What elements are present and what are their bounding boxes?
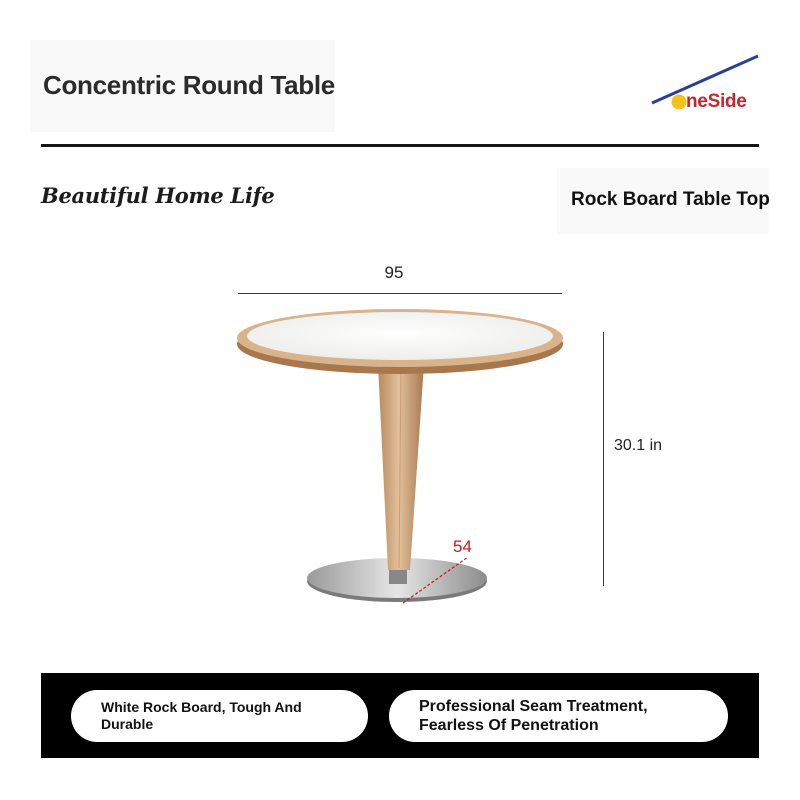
width-dimension-label: 95 [384, 263, 404, 282]
table-product-image [230, 300, 570, 620]
brand-name [686, 91, 747, 113]
header-divider [41, 144, 759, 147]
tagline: Beautiful Home Life [41, 183, 275, 208]
feature-pill-seam [389, 690, 728, 742]
page-title: Concentric Round Table [43, 70, 335, 100]
height-dimension-label: 30.1 in [614, 437, 663, 454]
feature-pill-text: White Rock Board, Tough And Durable [101, 699, 302, 732]
base-dimension-label: 54 [453, 537, 472, 556]
brand-name-visible: neSide [686, 91, 747, 112]
height-dimension-line [603, 332, 604, 586]
feature-pill-text: Professional Seam Treatment, Fearless Of Penetration [419, 698, 648, 734]
feature-label: Rock Board Table Top [571, 189, 770, 210]
width-dimension-line [238, 293, 562, 294]
feature-pill-rock-board [71, 690, 368, 742]
